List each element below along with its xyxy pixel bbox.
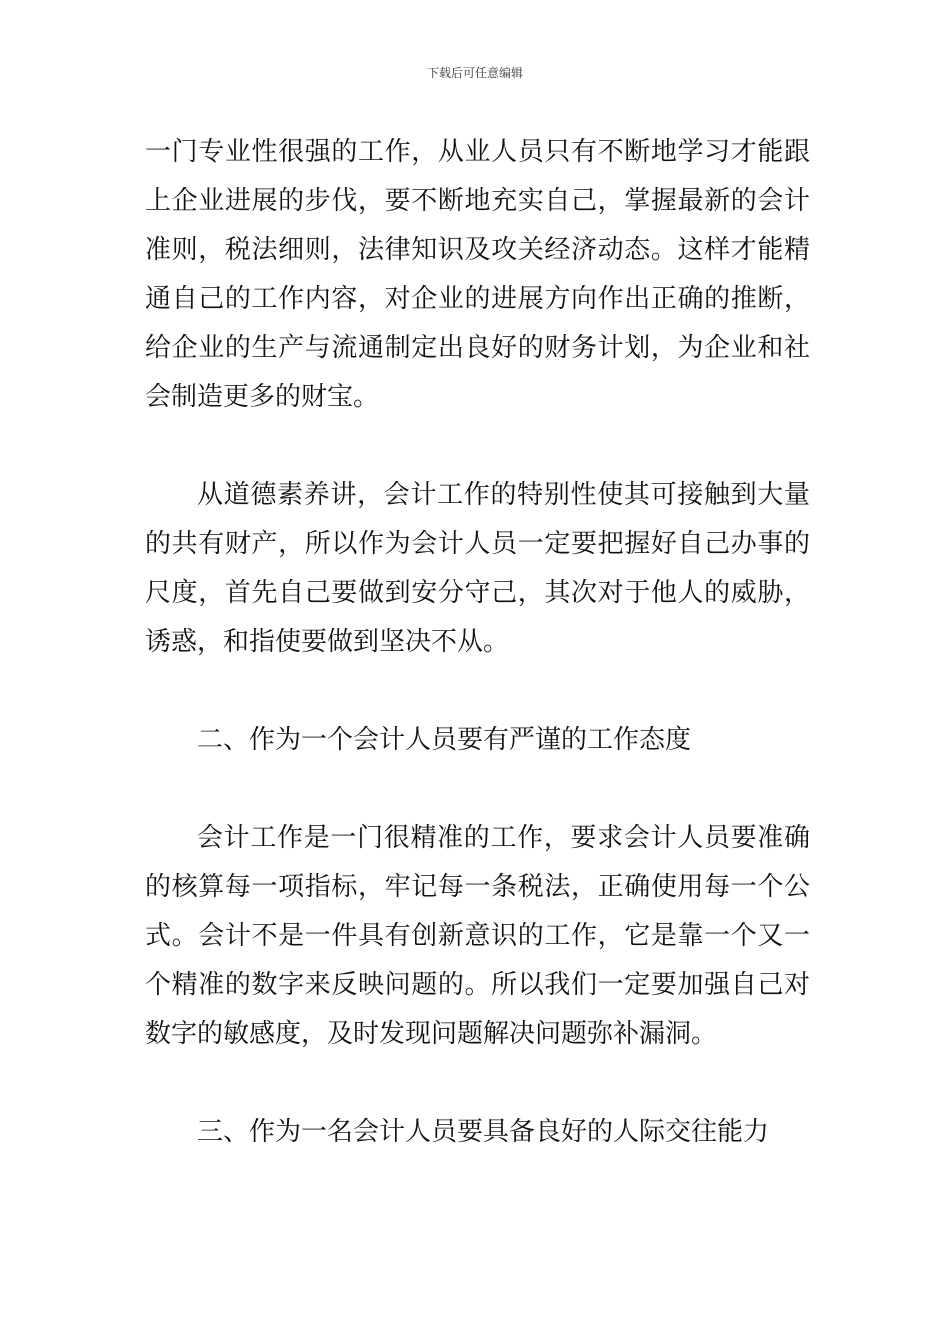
paragraph-gap — [145, 667, 810, 716]
paragraph-3: 会计工作是一门很精准的工作，要求会计人员要准确的核算每一项指标，牢记每一条税法，正确使用每一个公式。会计不是一件具有创新意识的工作，它是靠一个又一个精准的数字来反映问题的。所以我们一定要加强自己对数字的敏感度，及时发现问题解决问题弥补漏洞。 — [145, 823, 810, 1049]
paragraph-gap — [145, 1059, 810, 1108]
section-heading-3: 三、作为一名会计人员要具备良好的人际交往能力 — [197, 1117, 770, 1147]
paragraph-2: 从道德素养讲，会计工作的特别性使其可接触到大量的共有财产，所以作为会计人员一定要把握好自己办事的尺度，首先自己要做到安分守己，其次对于他人的威胁，诱惑，和指使要做到坚决不从。 — [145, 480, 810, 657]
paragraph-gap — [145, 422, 810, 471]
paragraph-gap — [145, 765, 810, 814]
page-header-note: 下载后可任意编辑 — [426, 66, 523, 80]
document-body — [145, 128, 810, 1157]
paragraph-1: 一门专业性很强的工作，从业人员只有不断地学习才能跟上企业进展的步伐，要不断地充实自己，掌握最新的会计准则，税法细则，法律知识及攻关经济动态。这样才能精通自己的工作内容，对企业的进展方向作出正确的推断，给企业的生产与流通制定出良好的财务计划，为企业和社会制造更多的财宝。 — [145, 137, 810, 412]
section-heading-2: 二、作为一个会计人员要有严谨的工作态度 — [197, 725, 692, 755]
